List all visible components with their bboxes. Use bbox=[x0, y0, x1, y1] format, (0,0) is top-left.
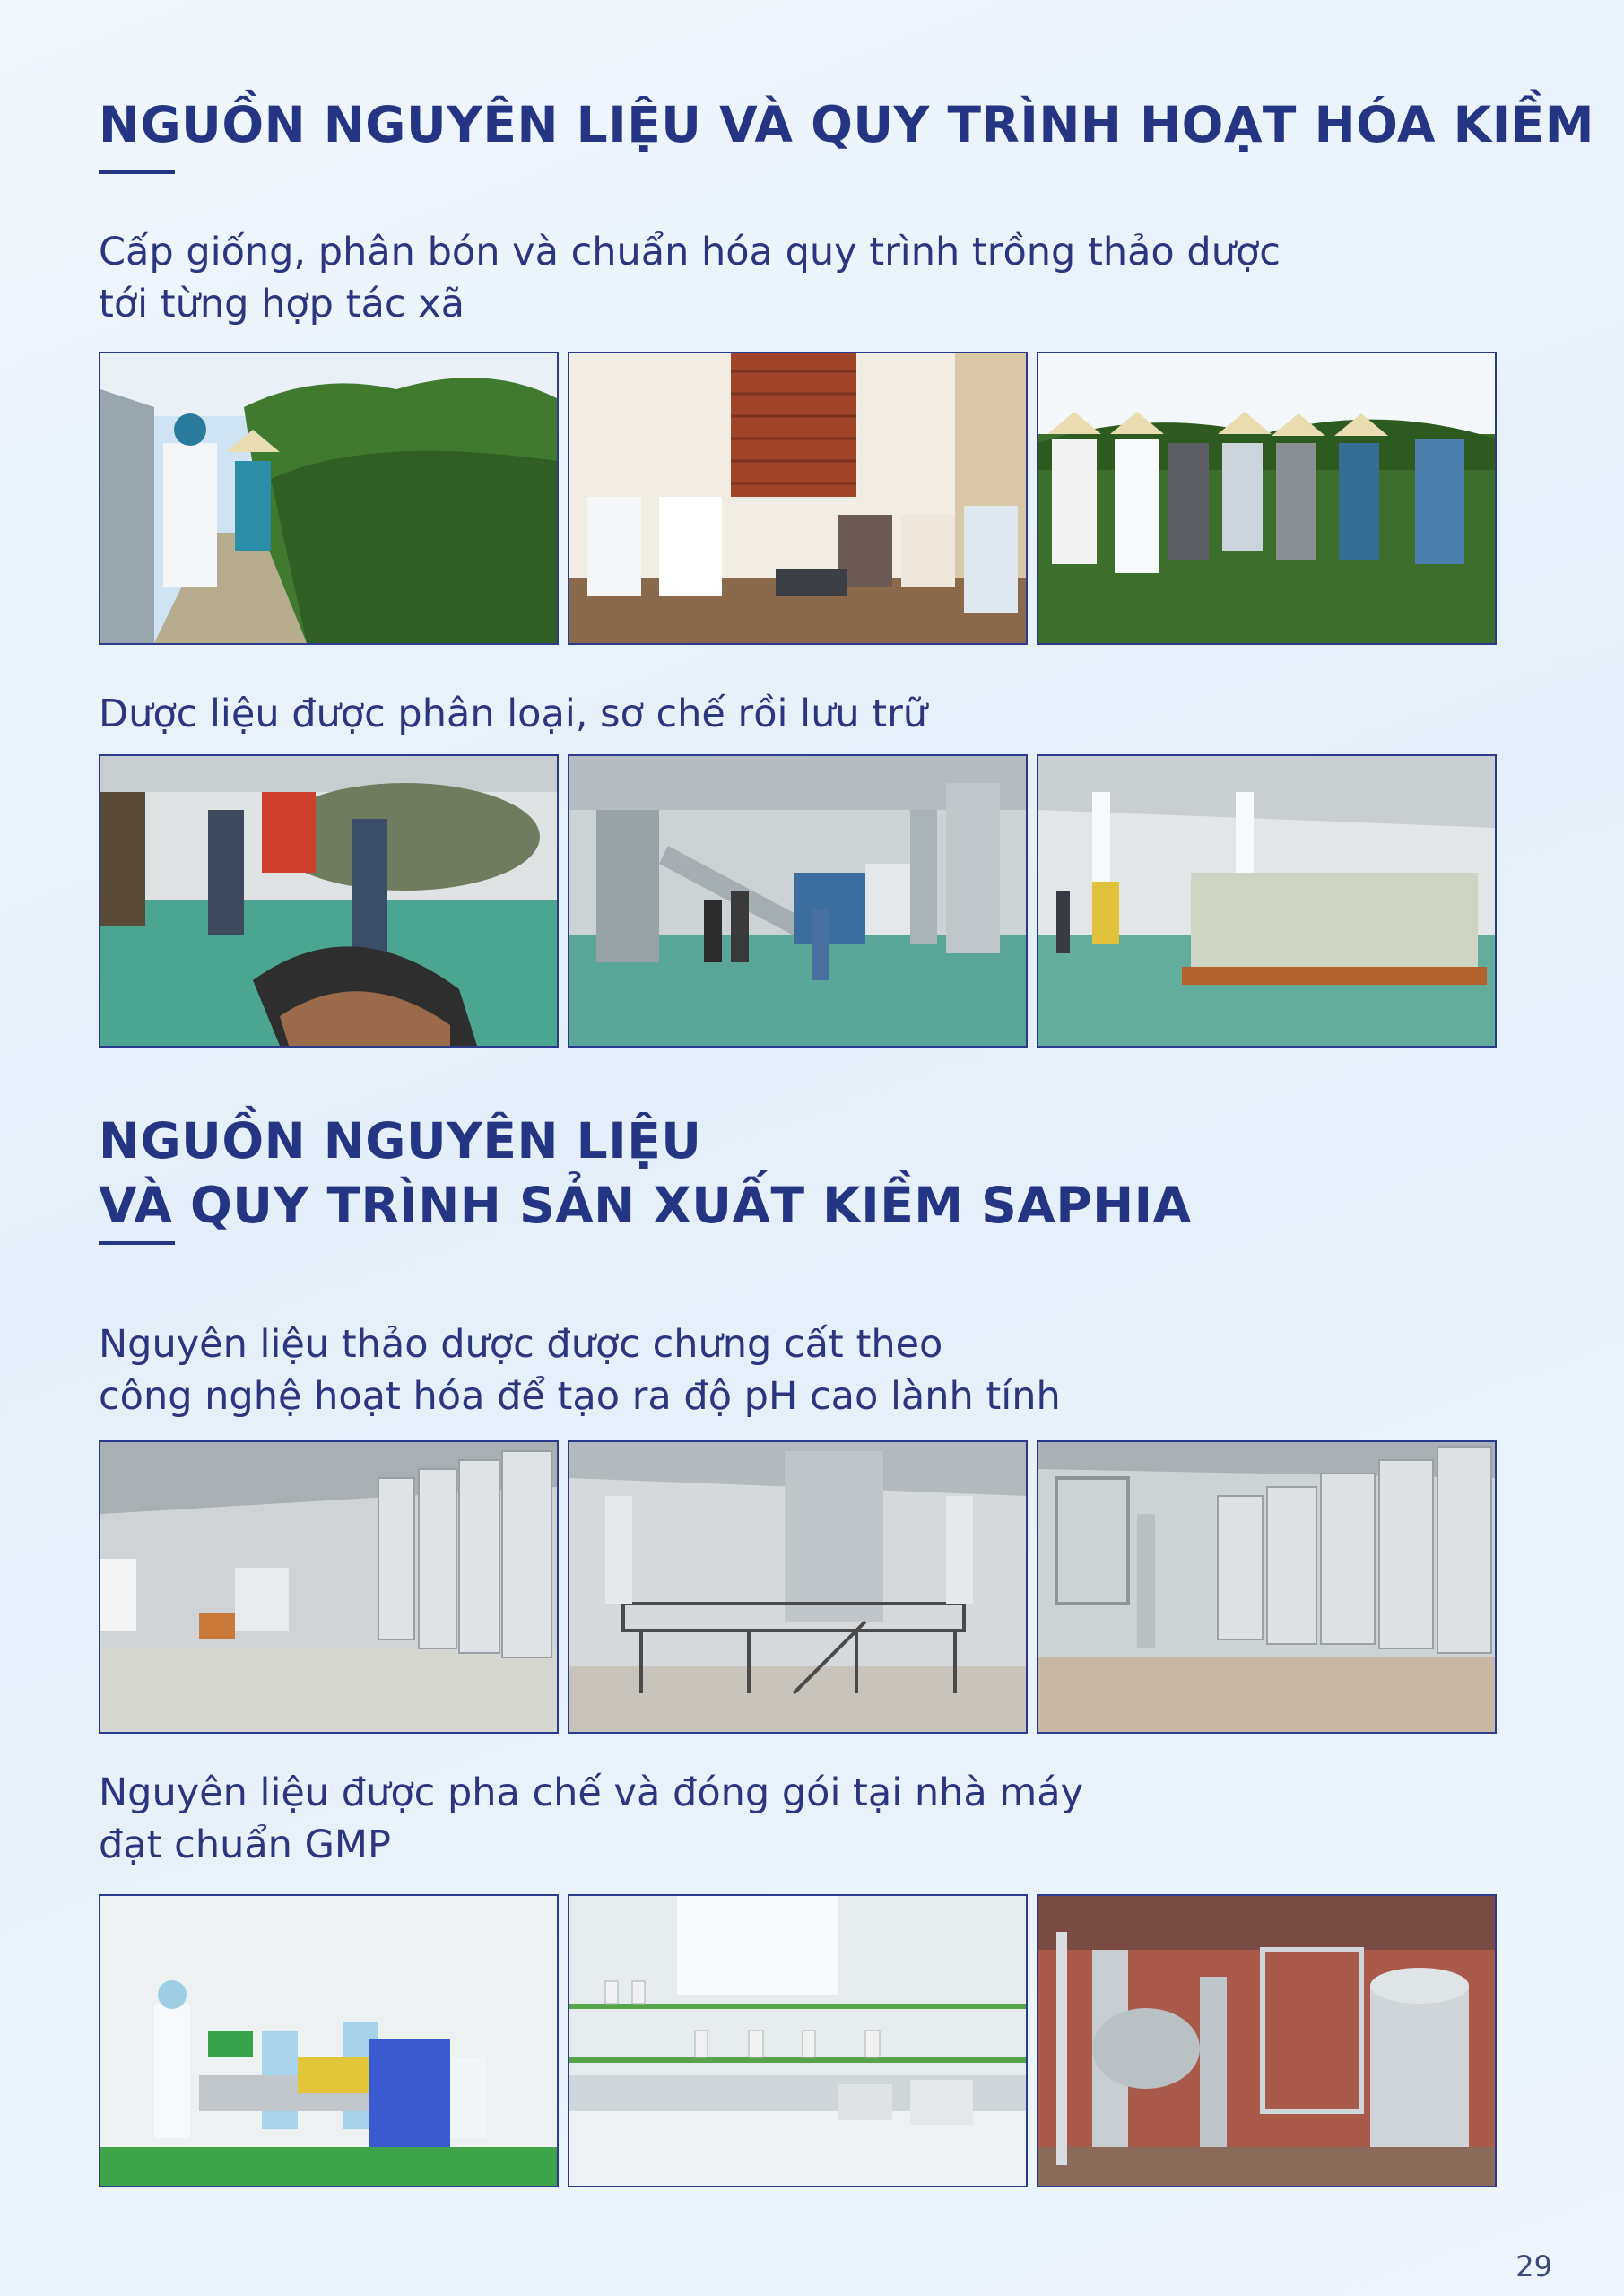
photo-row-planting bbox=[99, 352, 1509, 645]
section-1-caption-b: Dược liệu được phân loại, sơ chế rồi lưu trữ bbox=[99, 691, 928, 736]
photo-stainless-tanks bbox=[1037, 1894, 1497, 2187]
section-1-caption-a: Cấp giống, phân bón và chuẩn hóa quy trình trồng thảo dược tới từng hợp tác xã bbox=[99, 230, 1281, 326]
photo-distillation-platform bbox=[568, 1440, 1028, 1734]
photo-row-packaging bbox=[99, 1894, 1509, 2187]
photo-processing-machinery bbox=[568, 754, 1028, 1048]
section-2-divider bbox=[99, 1241, 175, 1245]
section-2-caption-a: Nguyên liệu thảo dược được chưng cất theo công nghệ hoạt hóa để tạo ra độ pH cao lành tính bbox=[99, 1322, 1061, 1419]
photo-storage-sacks bbox=[1037, 754, 1497, 1048]
photo-warehouse-sorting bbox=[99, 754, 559, 1048]
photo-meeting-room bbox=[568, 352, 1028, 645]
photo-laboratory bbox=[568, 1894, 1028, 2187]
section-1-title: NGUỒN NGUYÊN LIỆU VÀ QUY TRÌNH HOẠT HÓA KIỀM bbox=[99, 96, 1594, 153]
section-2-title: NGUỒN NGUYÊN LIỆU VÀ QUY TRÌNH SẢN XUẤT KIỀM SAPHIA bbox=[99, 1112, 1192, 1234]
section-1-divider bbox=[99, 170, 175, 174]
page-number: 29 bbox=[1515, 2249, 1552, 2283]
photo-herb-field-inspection bbox=[99, 352, 559, 645]
photo-distillation-hall-1 bbox=[99, 1440, 559, 1734]
photo-packaging-line bbox=[99, 1894, 559, 2187]
photo-farmers-group bbox=[1037, 352, 1497, 645]
photo-distillation-tanks bbox=[1037, 1440, 1497, 1734]
photo-row-processing bbox=[99, 754, 1509, 1048]
section-2-caption-b: Nguyên liệu được pha chế và đóng gói tại nhà máy đạt chuẩn GMP bbox=[99, 1770, 1084, 1867]
photo-row-distillation bbox=[99, 1440, 1509, 1734]
